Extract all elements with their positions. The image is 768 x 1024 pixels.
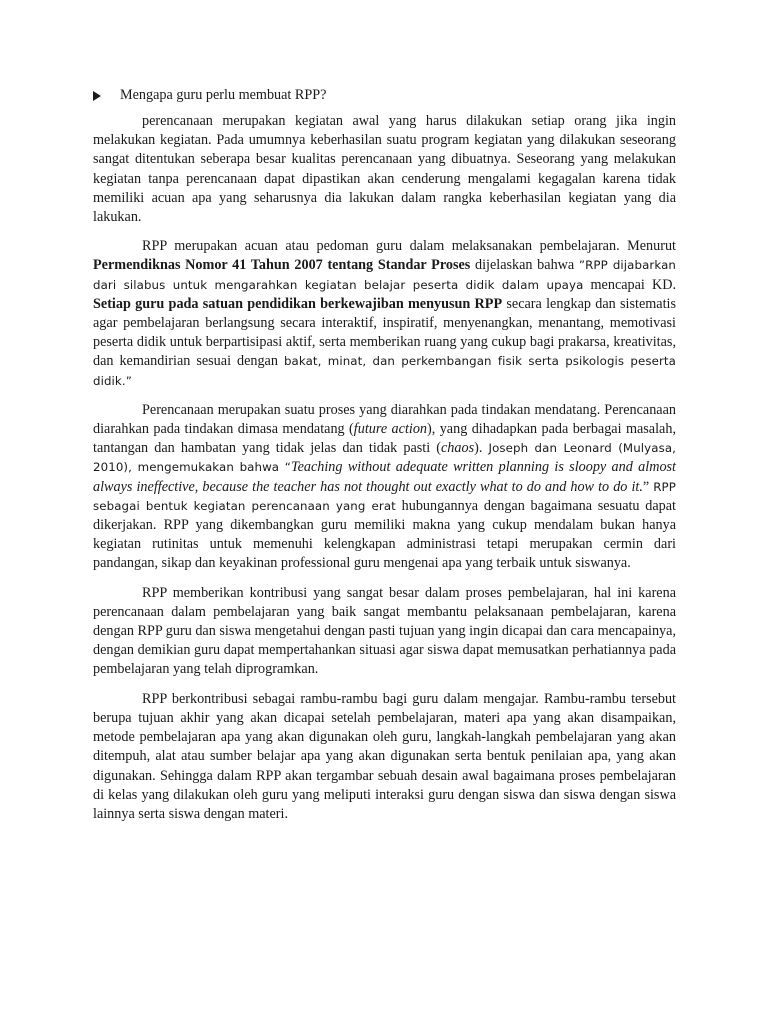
section-heading	[93, 86, 676, 105]
obligation-statement: Setiap guru pada satuan pendidikan berkewajiban menyusun RPP	[93, 295, 503, 312]
paragraph-5: RPP berkontribusi sebagai rambu-rambu bagi guru dalam mengajar. Rambu-rambu tersebut berupa tujuan akhir yang akan dicapai setelah pembelajaran, materi apa yang akan disampaikan, metode pembelajaran apa yang akan digunakan oleh guru, langkah-langkah pembelajaran yang akan ditempuh, alat atau sumber belajar apa yang akan digunakan serta bentuk penilaian apa, yang akan digunakan. Sehingga dalam RPP akan tergambar sebuah desain awal bagaimana proses pembelajaran di kelas yang dilakukan oleh guru yang meliputi interaksi guru dengan siswa dan siswa dengan siswa lainnya serta siswa dengan materi.	[93, 690, 676, 822]
paragraph-4: RPP memberikan kontribusi yang sangat besar dalam proses pembelajaran, hal ini karena perencanaan dalam pembelajaran yang baik sangat membantu pelaksanaan pembelajaran, karena dengan RPP guru dan siswa mengetahui dengan pasti tujuan yang ingin dicapai dan cara mencapainya, dengan demikian guru dapat mempertahankan situasi agar siswa dapat memusatkan perhatiannya pada pembelajaran yang telah diprogramkan.	[93, 584, 676, 678]
paragraph-2-text-a: RPP merupakan acuan atau pedoman guru dalam melaksanakan pembelajaran. Menurut	[142, 238, 676, 255]
document-page	[93, 86, 676, 834]
term-future-action: future action	[353, 421, 428, 438]
paragraph-2	[93, 237, 676, 391]
english-quote: Teaching without adequate written planning is sloopy and almost always ineffective, because the teacher has not thought out exactly what to do and how to do it.	[93, 459, 677, 495]
paragraph-3-text-e: ).	[474, 440, 489, 457]
quote-line: ”RPP dijabarkan dari silabus untuk mengarahkan kegiatan belajar peserta didik dalam upaya	[93, 258, 676, 292]
paragraph-2-text-g: secara lengkap dan sistematis agar pembelajaran berlangsung secara interaktif, inspiratif, menyenangkan, menantang, memotivasi peserta didik untuk berpartisipasi aktif, serta memberikan ruang yang cukup bagi prakarsa, kreativitas, dan kemandirian sesuai dengan	[93, 295, 676, 370]
quote-end: bakat, minat, dan perkembangan fisik serta psikologis peserta didik.”	[93, 354, 676, 388]
paragraph-3-text-j: hubungannya dengan bagaimana sesuatu dapat dikerjakan. RPP yang dikembangkan guru memiliki makna yang cukup mendalam bukan hanya kegiatan rutinitas untuk memenuhi kelengkapan administrasi tetapi merupakan cermin dari pandangan, sikap dan keyakinan professional guru mengenai apa yang terbaik untuk siswanya.	[93, 497, 676, 572]
paragraph-2-text-e: mencapai KD.	[583, 276, 676, 293]
paragraph-2-text-c: dijelaskan bahwa	[470, 257, 579, 274]
paragraph-3-text-a: Perencanaan merupakan suatu proses yang diarahkan pada tindakan mendatang. Perencanaan diarahkan pada tindakan dimasa mendatang (	[93, 401, 676, 438]
quote-close: ”	[642, 478, 654, 495]
term-chaos: chaos	[441, 440, 475, 457]
paragraph-3	[93, 401, 676, 574]
paragraph-3-text-c: ), yang dihadapkan pada berbagai masalah, tantangan dan hambatan yang tidak jelas dan tidak pasti (	[93, 421, 676, 457]
regulation-reference: Permendiknas Nomor 41 Tahun 2007 tentang Standar Proses	[93, 257, 471, 274]
citation: Joseph dan Leonard (Mulyasa, 2010), mengemukakan bahwa “	[93, 441, 676, 475]
rpp-sentence: RPP sebagai bentuk kegiatan perencanaan yang erat	[93, 479, 676, 513]
paragraph-1: perencanaan merupakan kegiatan awal yang harus dilakukan setiap orang jika ingin melakukan kegiatan. Pada umumnya keberhasilan suatu program kegiatan yang dilakukan seseorang sangat ditentukan seberapa besar kualitas perencanaan yang dibuatnya. Seseorang yang melakukan kegiatan tanpa perencanaan dapat dipastikan akan cenderung mengalami kegagalan karena tidak memiliki acuan apa yang seharusnya dia lakukan dalam rangka keberhasilan kegiatan yang dia lakukan.	[93, 113, 676, 226]
heading-text: Mengapa guru perlu membuat RPP?	[120, 87, 327, 103]
arrow-bullet-icon	[93, 91, 101, 101]
